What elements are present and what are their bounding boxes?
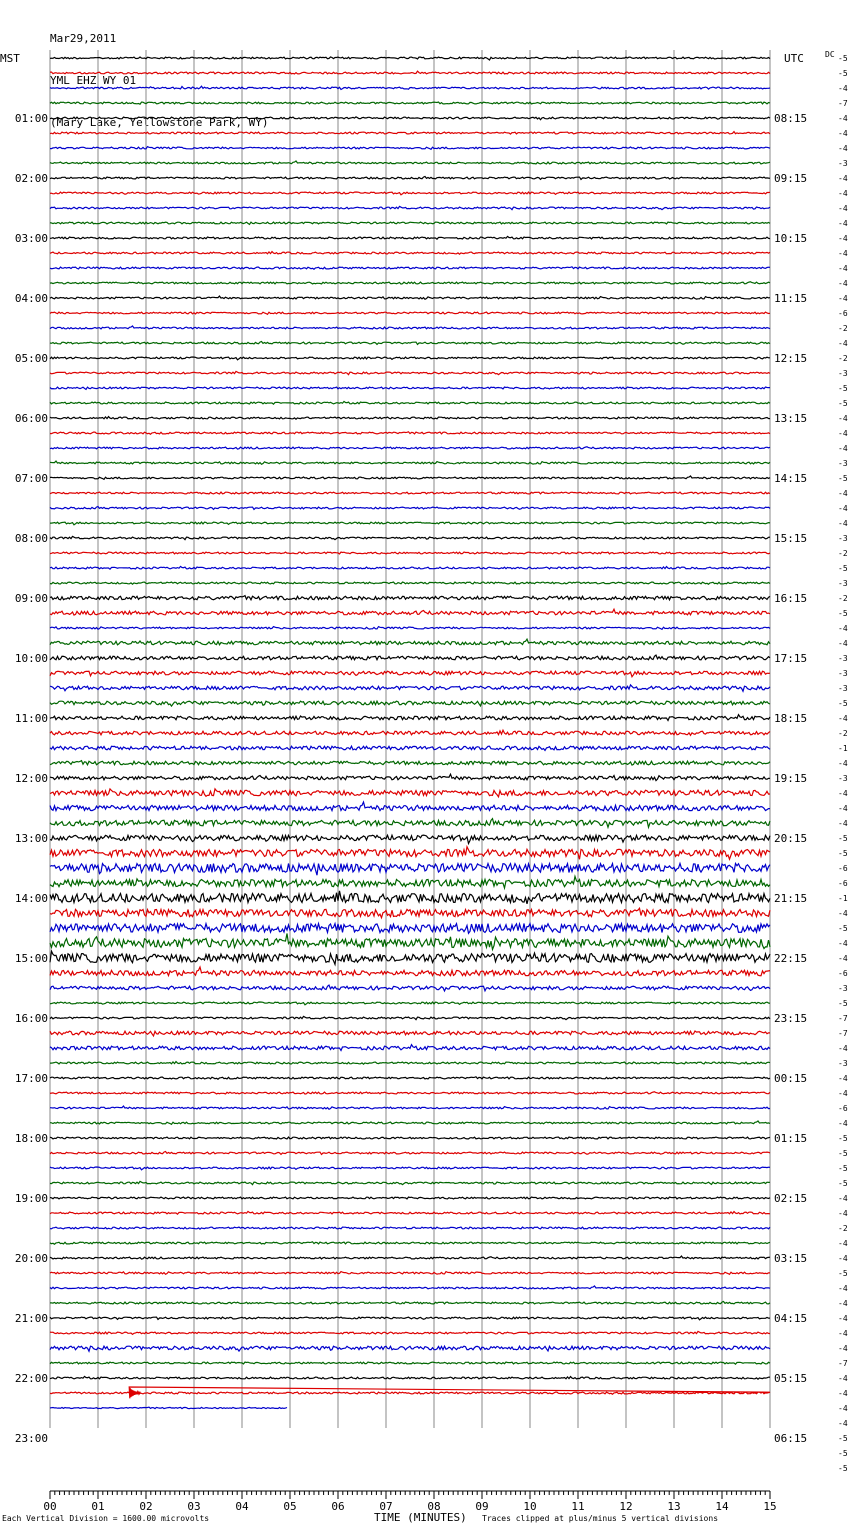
trace-row xyxy=(50,566,770,569)
dc-offset-label: -4 xyxy=(838,714,848,723)
hour-labels xyxy=(0,50,848,1473)
utc-hour-label: 00:15 xyxy=(774,1072,808,1085)
trace-row xyxy=(50,177,770,180)
scale-note: Each Vertical Division = 1600.00 microvolts xyxy=(2,1514,210,1523)
dc-offset-label: -5 xyxy=(838,699,848,708)
trace-row xyxy=(50,847,770,860)
dc-offset-label: -4 xyxy=(838,1284,848,1293)
trace-row xyxy=(50,1286,770,1289)
dc-offset-label: -4 xyxy=(838,174,848,183)
mst-hour-label: 01:00 xyxy=(14,112,48,125)
mst-hour-label: 03:00 xyxy=(14,232,48,245)
utc-hour-label: 04:15 xyxy=(774,1312,808,1325)
dc-offset-label: -4 xyxy=(838,234,848,243)
dc-label: DC xyxy=(825,50,835,59)
utc-hour-label: 03:15 xyxy=(774,1252,808,1265)
dc-offset-label: -3 xyxy=(838,159,848,168)
dc-offset-label: -5 xyxy=(838,1134,848,1143)
dc-offset-label: -4 xyxy=(838,1044,848,1053)
trace-row xyxy=(50,1137,770,1139)
dc-offset-label: -5 xyxy=(838,1179,848,1188)
dc-offset-label: -4 xyxy=(838,1074,848,1083)
trace-row xyxy=(50,387,770,389)
dc-offset-label: -4 xyxy=(838,1329,848,1338)
x-tick-label: 00 xyxy=(43,1500,57,1513)
utc-hour-label: 08:15 xyxy=(774,112,808,125)
trace-row xyxy=(50,1331,770,1334)
trace-row xyxy=(50,1106,770,1109)
dc-offset-label: -6 xyxy=(838,1104,848,1113)
dc-offset-label: -3 xyxy=(838,984,848,993)
dc-offset-label: -5 xyxy=(838,384,848,393)
dc-offset-label: -4 xyxy=(838,294,848,303)
trace-row xyxy=(50,1152,770,1155)
trace-row xyxy=(50,1317,770,1320)
mst-hour-label: 14:00 xyxy=(14,892,48,905)
dc-offset-label: -5 xyxy=(838,1149,848,1158)
trace-row xyxy=(50,1181,770,1184)
mst-hour-label: 23:00 xyxy=(14,1432,48,1445)
x-tick-label: 05 xyxy=(283,1500,297,1513)
trace-row xyxy=(50,582,770,584)
dc-offset-label: -4 xyxy=(838,1299,848,1308)
dc-offset-label: -5 xyxy=(838,399,848,408)
trace-row xyxy=(50,252,770,255)
seismic-traces xyxy=(50,57,770,1409)
dc-offset-label: -2 xyxy=(838,594,848,603)
trace-row xyxy=(50,1407,287,1408)
x-tick-label: 10 xyxy=(523,1500,537,1513)
dc-offset-label: -4 xyxy=(838,279,848,288)
trace-row xyxy=(50,701,770,706)
dc-offset-label: -3 xyxy=(838,534,848,543)
dc-offset-label: -5 xyxy=(838,1269,848,1278)
dc-offset-label: -4 xyxy=(838,1194,848,1203)
dc-offset-label: -1 xyxy=(838,894,848,903)
dc-offset-label: -5 xyxy=(838,474,848,483)
trace-row xyxy=(50,1346,770,1351)
utc-hour-label: 14:15 xyxy=(774,472,808,485)
trace-row xyxy=(50,1077,770,1079)
utc-hour-label: 19:15 xyxy=(774,772,808,785)
trace-row xyxy=(50,1256,770,1259)
dc-offset-label: -4 xyxy=(838,789,848,798)
trace-row xyxy=(50,296,770,299)
dc-offset-label: -3 xyxy=(838,369,848,378)
trace-row xyxy=(50,802,770,811)
trace-row xyxy=(50,401,770,404)
x-axis-label: TIME (MINUTES) xyxy=(374,1511,467,1524)
trace-row xyxy=(50,357,770,360)
dc-offset-label: -4 xyxy=(838,804,848,813)
dc-offset-label: -4 xyxy=(838,429,848,438)
utc-hour-label: 02:15 xyxy=(774,1192,808,1205)
mst-hour-label: 21:00 xyxy=(14,1312,48,1325)
trace-row xyxy=(50,1362,770,1364)
mst-hour-label: 22:00 xyxy=(14,1372,48,1385)
mst-hour-label: 08:00 xyxy=(14,532,48,545)
trace-row xyxy=(50,522,770,525)
dc-offset-label: -4 xyxy=(838,954,848,963)
dc-offset-label: -4 xyxy=(838,339,848,348)
trace-row xyxy=(50,432,770,434)
x-tick-label: 01 xyxy=(91,1500,105,1513)
x-tick-label: 07 xyxy=(379,1500,393,1513)
dc-offset-label: -3 xyxy=(838,1059,848,1068)
trace-row xyxy=(50,282,770,284)
trace-row xyxy=(50,730,770,735)
x-tick-label: 03 xyxy=(187,1500,201,1513)
mst-hour-label: 09:00 xyxy=(14,592,48,605)
mst-hour-label: 10:00 xyxy=(14,652,48,665)
mst-hour-label: 04:00 xyxy=(14,292,48,305)
dc-offset-label: -4 xyxy=(838,939,848,948)
dc-offset-label: -4 xyxy=(838,759,848,768)
dc-offset-label: -2 xyxy=(838,549,848,558)
trace-row xyxy=(50,1121,770,1124)
trace-row xyxy=(50,222,770,224)
mst-hour-label: 13:00 xyxy=(14,832,48,845)
dc-offset-label: -4 xyxy=(838,489,848,498)
trace-row xyxy=(50,819,770,828)
dc-offset-label: -2 xyxy=(838,729,848,738)
dc-offset-label: -3 xyxy=(838,654,848,663)
mst-hour-label: 05:00 xyxy=(14,352,48,365)
trace-row xyxy=(50,1227,770,1229)
trace-row xyxy=(50,147,770,150)
trace-row xyxy=(50,967,770,976)
trace-row xyxy=(50,102,770,104)
dc-offset-label: -4 xyxy=(838,1254,848,1263)
mst-hour-label: 11:00 xyxy=(14,712,48,725)
dc-offset-label: -4 xyxy=(838,624,848,633)
clip-note: Traces clipped at plus/minus 5 vertical divisions xyxy=(482,1514,719,1523)
dc-offset-label: -4 xyxy=(838,1389,848,1398)
utc-hour-label: 18:15 xyxy=(774,712,808,725)
trace-row xyxy=(50,1062,770,1065)
dc-offset-label: -4 xyxy=(838,114,848,123)
x-tick-label: 09 xyxy=(475,1500,489,1513)
trace-row xyxy=(50,1376,770,1379)
trace-row xyxy=(50,761,770,766)
utc-hour-label: 22:15 xyxy=(774,952,808,965)
dc-offset-label: -5 xyxy=(838,564,848,573)
dc-offset-label: -5 xyxy=(838,999,848,1008)
utc-hour-label: 09:15 xyxy=(774,172,808,185)
trace-row xyxy=(50,627,770,630)
trace-row xyxy=(50,1242,770,1244)
x-tick-label: 12 xyxy=(619,1500,633,1513)
utc-hour-label: 15:15 xyxy=(774,532,808,545)
dc-offset-label: -4 xyxy=(838,249,848,258)
dc-offset-label: -5 xyxy=(838,609,848,618)
trace-row xyxy=(50,371,770,374)
dc-offset-label: -4 xyxy=(838,519,848,528)
x-tick-label: 02 xyxy=(139,1500,153,1513)
trace-row xyxy=(50,715,770,721)
trace-row xyxy=(50,864,770,876)
dc-offset-label: -1 xyxy=(838,744,848,753)
trace-row xyxy=(50,774,770,780)
dc-offset-label: -4 xyxy=(838,129,848,138)
x-axis xyxy=(43,1491,776,1513)
trace-row xyxy=(50,908,770,918)
utc-hour-label: 10:15 xyxy=(774,232,808,245)
trace-row xyxy=(50,461,770,464)
trace-row xyxy=(50,447,770,449)
dc-offset-label: -4 xyxy=(838,1374,848,1383)
trace-row xyxy=(50,671,770,677)
mst-label: MST xyxy=(0,52,20,65)
mst-hour-label: 07:00 xyxy=(14,472,48,485)
dc-offset-label: -4 xyxy=(838,819,848,828)
mst-hour-label: 20:00 xyxy=(14,1252,48,1265)
trace-row xyxy=(50,476,770,479)
dc-offset-label: -4 xyxy=(838,1119,848,1128)
x-tick-label: 13 xyxy=(667,1500,681,1513)
x-tick-label: 08 xyxy=(427,1500,441,1513)
mst-hour-label: 12:00 xyxy=(14,772,48,785)
utc-hour-label: 12:15 xyxy=(774,352,808,365)
trace-row xyxy=(50,835,770,843)
trace-row xyxy=(50,536,770,539)
dc-offset-label: -5 xyxy=(838,1164,848,1173)
dc-offset-label: -2 xyxy=(838,324,848,333)
dc-offset-label: -4 xyxy=(838,84,848,93)
trace-row xyxy=(50,951,770,964)
trace-row xyxy=(50,1031,770,1036)
utc-hour-label: 11:15 xyxy=(774,292,808,305)
trace-row xyxy=(50,312,770,314)
utc-hour-label: 13:15 xyxy=(774,412,808,425)
trace-row xyxy=(50,1387,770,1398)
x-tick-label: 14 xyxy=(715,1500,729,1513)
dc-offset-label: -4 xyxy=(838,1419,848,1428)
x-tick-label: 04 xyxy=(235,1500,249,1513)
dc-offset-label: -6 xyxy=(838,969,848,978)
trace-row xyxy=(50,71,770,74)
x-tick-label: 15 xyxy=(763,1500,777,1513)
mst-hour-label: 17:00 xyxy=(14,1072,48,1085)
trace-row xyxy=(50,924,770,934)
trace-row xyxy=(50,985,770,991)
trace-row xyxy=(50,161,770,164)
trace-row xyxy=(50,1211,770,1214)
trace-row xyxy=(50,876,770,888)
utc-hour-label: 20:15 xyxy=(774,832,808,845)
dc-offset-label: -4 xyxy=(838,1404,848,1413)
utc-hour-label: 17:15 xyxy=(774,652,808,665)
utc-hour-label: 01:15 xyxy=(774,1132,808,1145)
dc-offset-label: -4 xyxy=(838,639,848,648)
trace-row xyxy=(50,1016,770,1019)
dc-offset-label: -3 xyxy=(838,684,848,693)
dc-offset-label: -5 xyxy=(838,69,848,78)
dc-offset-label: -7 xyxy=(838,99,848,108)
dc-offset-label: -5 xyxy=(838,834,848,843)
x-tick-label: 06 xyxy=(331,1500,345,1513)
trace-row xyxy=(50,746,770,750)
trace-row xyxy=(50,1002,770,1005)
dc-offset-label: -4 xyxy=(838,504,848,513)
dc-offset-label: -4 xyxy=(838,1239,848,1248)
dc-offset-label: -4 xyxy=(838,414,848,423)
utc-hour-label: 21:15 xyxy=(774,892,808,905)
trace-row xyxy=(50,934,770,950)
trace-row xyxy=(50,417,770,420)
dc-offset-label: -4 xyxy=(838,909,848,918)
plot-date: Mar29,2011 xyxy=(50,32,117,45)
mst-hour-label: 18:00 xyxy=(14,1132,48,1145)
trace-row xyxy=(50,326,770,329)
dc-offset-label: -5 xyxy=(838,924,848,933)
dc-offset-label: -5 xyxy=(838,849,848,858)
dc-offset-label: -6 xyxy=(838,864,848,873)
dc-offset-label: -4 xyxy=(838,1089,848,1098)
dc-offset-label: -4 xyxy=(838,1209,848,1218)
trace-row xyxy=(50,685,770,691)
trace-row xyxy=(50,1167,770,1170)
dc-offset-label: -3 xyxy=(838,579,848,588)
dc-offset-label: -4 xyxy=(838,1344,848,1353)
trace-row xyxy=(50,891,770,904)
time-grid xyxy=(50,50,770,1428)
trace-row xyxy=(50,639,770,645)
trace-row xyxy=(50,132,770,135)
dc-offset-label: -4 xyxy=(838,1314,848,1323)
dc-offset-label: -5 xyxy=(838,54,848,63)
trace-row xyxy=(50,117,770,120)
trace-row xyxy=(50,86,770,89)
dc-offset-label: -6 xyxy=(838,309,848,318)
dc-offset-label: -3 xyxy=(838,669,848,678)
trace-row xyxy=(50,236,770,239)
dc-offset-label: -6 xyxy=(838,879,848,888)
dc-offset-label: -7 xyxy=(838,1014,848,1023)
dc-offset-label: -2 xyxy=(838,1224,848,1233)
trace-row xyxy=(50,1302,770,1304)
dc-offset-label: -4 xyxy=(838,219,848,228)
dc-offset-label: -3 xyxy=(838,774,848,783)
station-location: (Mary Lake, Yellowstone Park, WY) xyxy=(50,116,269,129)
dc-offset-label: -4 xyxy=(838,204,848,213)
utc-label: UTC xyxy=(784,52,804,65)
station-id: YML EHZ WY 01 xyxy=(50,74,137,87)
dc-offset-label: -5 xyxy=(838,1449,848,1458)
mst-hour-label: 02:00 xyxy=(14,172,48,185)
trace-row xyxy=(50,596,770,600)
utc-hour-label: 05:15 xyxy=(774,1372,808,1385)
mst-hour-label: 16:00 xyxy=(14,1012,48,1025)
dc-offset-label: -5 xyxy=(838,1464,848,1473)
trace-row xyxy=(50,1197,770,1199)
utc-hour-label: 23:15 xyxy=(774,1012,808,1025)
dc-offset-label: -4 xyxy=(838,189,848,198)
utc-hour-label: 06:15 xyxy=(774,1432,808,1445)
x-tick-label: 11 xyxy=(571,1500,585,1513)
trace-row xyxy=(50,57,770,60)
trace-row xyxy=(50,206,770,209)
dc-offset-label: -7 xyxy=(838,1029,848,1038)
trace-row xyxy=(50,1092,770,1094)
dc-offset-label: -2 xyxy=(838,354,848,363)
trace-row xyxy=(50,609,770,615)
trace-row xyxy=(50,267,770,269)
trace-row xyxy=(50,552,770,554)
trace-row xyxy=(50,1045,770,1051)
trace-row xyxy=(50,789,770,797)
trace-row xyxy=(50,655,770,660)
mst-hour-label: 06:00 xyxy=(14,412,48,425)
dc-offset-label: -5 xyxy=(838,1434,848,1443)
dc-offset-label: -3 xyxy=(838,459,848,468)
mst-hour-label: 19:00 xyxy=(14,1192,48,1205)
utc-hour-label: 16:15 xyxy=(774,592,808,605)
trace-row xyxy=(50,342,770,345)
trace-row xyxy=(50,192,770,195)
dc-offset-label: -4 xyxy=(838,444,848,453)
trace-row xyxy=(50,1272,770,1275)
dc-offset-label: -4 xyxy=(838,264,848,273)
dc-offset-label: -7 xyxy=(838,1359,848,1368)
mst-hour-label: 15:00 xyxy=(14,952,48,965)
trace-row xyxy=(50,507,770,510)
dc-offset-label: -4 xyxy=(838,144,848,153)
trace-row xyxy=(50,492,770,494)
